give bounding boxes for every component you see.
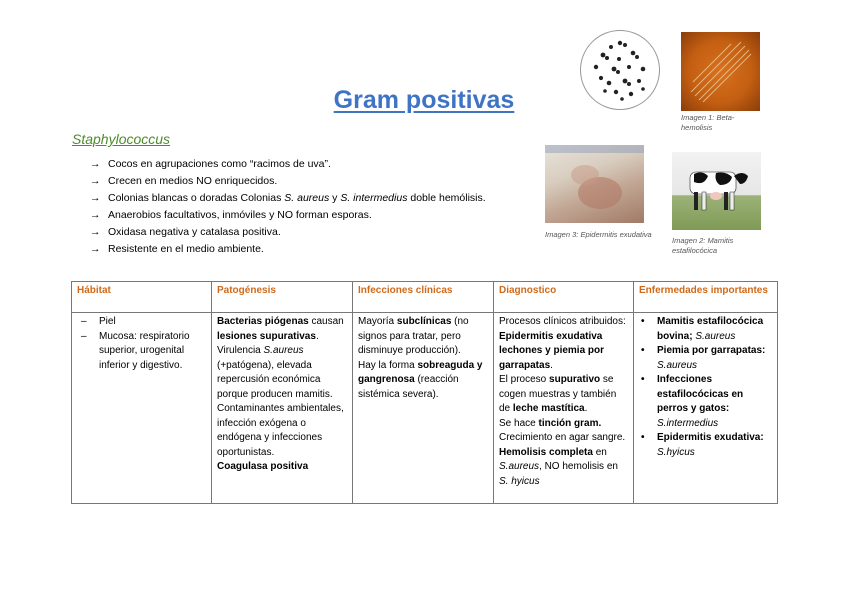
staphylococcus-table [71, 281, 778, 504]
cow-image [672, 152, 761, 230]
gram-stain-image [580, 30, 660, 110]
section-subtitle: Staphylococcus [72, 131, 171, 147]
arrow-icon: → [90, 209, 101, 221]
list-item: – Piel [99, 315, 206, 330]
list-item: • Piemia por garrapatas: S.aureus [657, 344, 772, 373]
list-item: → Resistente en el medio ambiente. [90, 241, 530, 258]
list-item: • Mamitis estafilocócica bovina; S.aureus [657, 315, 772, 344]
arrow-icon: → [90, 175, 101, 187]
table-header-row [72, 282, 778, 313]
list-item: → Anaerobios facultativos, inmóviles y NO forman esporas. [90, 207, 530, 224]
header-enfermedades: Enfermedades importantes [634, 282, 778, 313]
header-infecciones: Infecciones clínicas [353, 282, 494, 313]
list-item: → Cocos en agrupaciones como “racimos de uva”. [90, 156, 530, 173]
characteristics-list [90, 156, 530, 258]
list-item: • Infecciones estafilocócicas en perros y gatos: S.intermedius [657, 373, 772, 431]
arrow-icon: → [90, 158, 101, 170]
header-diagnostico: Diagnostico [494, 282, 634, 313]
cell-patogenesis: Bacterias piógenas causan lesiones supurativas. Virulencia S.aureus (+patógena), elevada repercusión económica porque producen mamitis. Contaminantes ambientales, infección exógena o endógena y infecciones oportunistas. Coagulasa positiva [212, 313, 353, 504]
list-item: → Colonias blancas o doradas Colonias S. aureus y S. intermedius doble hemólisis. [90, 190, 530, 207]
list-item: → Oxidasa negativa y catalasa positiva. [90, 224, 530, 241]
cell-diagnostico: Procesos clínicos atribuidos: Epidermitis exudativa lechones y piemia por garrapatas. El proceso supurativo se cogen muestras y también de leche mastítica. Se hace tinción gram. Crecimiento en agar sangre. Hemolisis completa en S.aureus, NO hemolisis en S. hyicus [494, 313, 634, 504]
table-row [72, 313, 778, 504]
cell-habitat [72, 313, 212, 504]
cell-infecciones: Mayoría subclínicas (no signos para tratar, pero disminuye producción). Hay la forma sobreaguda y gangrenosa (reacción sistémica severa). [353, 313, 494, 504]
list-item: – Mucosa: respiratorio superior, urogenital inferior y digestivo. [99, 330, 206, 374]
exudative-epidermitis-image [545, 145, 644, 223]
blood-agar-plate-image [681, 32, 760, 111]
list-item: • Epidermitis exudativa: S.hyicus [657, 431, 772, 460]
image-caption: Imagen 1: Beta-hemolisis [681, 113, 735, 132]
list-item: → Crecen en medios NO enriquecidos. [90, 173, 530, 190]
arrow-icon: → [90, 226, 101, 238]
image-caption: Imagen 3: Epidermitis exudativa [545, 230, 652, 239]
page-title: Gram positivas [333, 86, 515, 114]
header-patogenesis: Patogénesis [212, 282, 353, 313]
image-caption: Imagen 2: Mamitis estafilocócica [672, 236, 734, 255]
header-habitat: Hábitat [72, 282, 212, 313]
arrow-icon: → [90, 192, 101, 204]
cell-enfermedades [634, 313, 778, 504]
arrow-icon: → [90, 243, 101, 255]
